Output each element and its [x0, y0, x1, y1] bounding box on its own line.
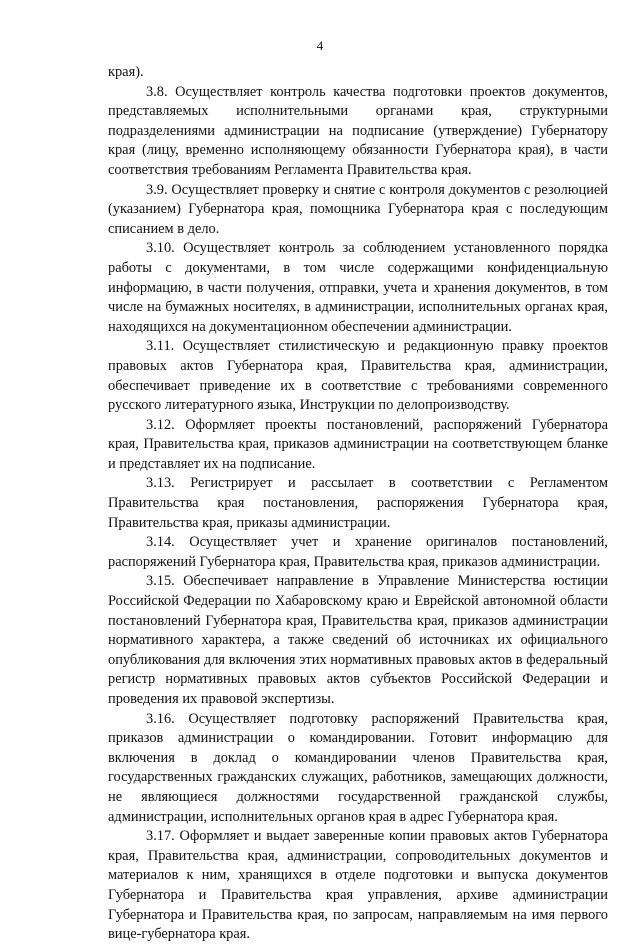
paragraph-3-17: 3.17. Оформляет и выдает заверенные копии правовых актов Губернатора края, Правительства края, администрации, сопроводительных документов и материалов к ним, хранящихся в отделе подготовки и выпуска документов Губернатора и Правительства края управления, архиве администрации Губернатора и Правительства края, по запросам, направляемым на имя первого вице-губернатора края. [108, 828, 608, 943]
paragraph-3-15: 3.15. Обеспечивает направление в Управление Министерства юстиции Российской Федерации по Хабаровскому краю и Еврейской автономной области постановлений Губернатора края, Правительства края, приказов администрации нормативного характера, а также сведений об источниках их официального опубликования для включения этих нормативных правовых актов в федеральный регистр нормативных правовых актов субъектов Российской Федерации и проведения их правовой экспертизы. [108, 573, 608, 707]
page-number: 4 [316, 38, 324, 53]
paragraph-3-10: 3.10. Осуществляет контроль за соблюдением установленного порядка работы с документами, в том числе содержащими конфиденциальную информацию, в части получения, отправки, учета и хранения документов, в том числе на бумажных носителях, в администрации, исполнительных органах края, находящихся на документационном обеспечении администрации. [108, 240, 608, 335]
document-body [108, 63, 608, 945]
paragraph-3-11: 3.11. Осуществляет стилистическую и редакционную правку проектов правовых актов Губернатора края, Правительства края, администрации, обеспечивает приведение их в соответствие с требованиями современного русского литературного языка, Инструкции по делопроизводству. [108, 338, 608, 414]
paragraph-3-8: 3.8. Осуществляет контроль качества подготовки проектов документов, представляемых исполнительными органами края, структурными подразделениями администрации на подписание (утверждение) Губернатору края (лицу, временно исполняющему обязанности Губернатора края), в части соответствия требованиям Регламента Правительства края. [108, 83, 608, 178]
paragraph-3-13: 3.13. Регистрирует и рассылает в соответствии с Регламентом Правительства края постановления, распоряжения Губернатора края, Правительства края, приказы администрации. [108, 475, 608, 531]
paragraph-3-9: 3.9. Осуществляет проверку и снятие с контроля документов с резолюцией (указанием) Губернатора края, помощника Губернатора края с последующим списанием в дело. [108, 181, 608, 237]
paragraph-3-12: 3.12. Оформляет проекты постановлений, распоряжений Губернатора края, Правительства края, приказов администрации на соответствующем бланке и представляет их на подписание. [108, 416, 608, 472]
paragraph-3-14: 3.14. Осуществляет учет и хранение оригиналов постановлений, распоряжений Губернатора края, Правительства края, приказов администрации. [108, 534, 608, 570]
paragraph-3-16: 3.16. Осуществляет подготовку распоряжений Правительства края, приказов администрации о командировании. Готовит информацию для включения в доклад о командировании членов Правительства края, государственных гражданских служащих, работников, замещающих должности, не являющиеся должностями государственной гражданской службы, администрации, исполнительных органов края в адрес Губернатора края. [108, 710, 608, 825]
paragraph-continuation: края). [108, 64, 144, 80]
